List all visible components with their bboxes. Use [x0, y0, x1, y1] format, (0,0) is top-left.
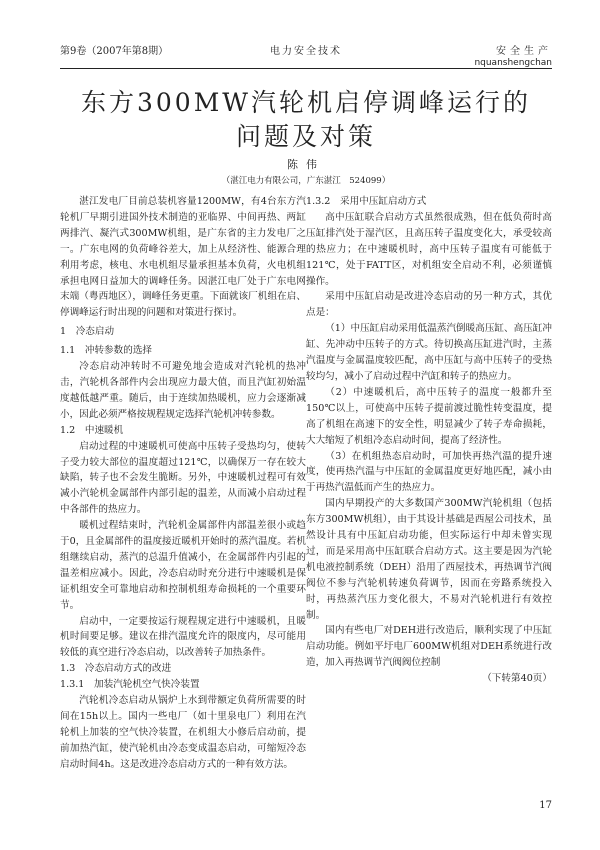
subsection-heading-1-3-2: 1.3.2 采用中压缸启动方式 [306, 196, 427, 207]
column-right [306, 194, 552, 687]
paragraph-1-3-1: 汽轮机冷态启动从锅炉上水到带额定负荷所需要的时间在15h以上。国内一些电厂（如十里泉电厂）利用在汽轮机上加装的空气快冷装置，在机组大小修后启动前，提前加热汽缸，使汽轮机由冷态变成温态启动，可缩短冷态启动时间4h。这是改进冷态启动方式的一种有效方法。 [60, 695, 306, 770]
paragraph-1-3-2a: 高中压缸联合启动方式虽然很成熟，但在低负荷时高压缸排汽处于湿汽区，且高压转子温度变化大，承受较高的热应力；在中速暖机时，高中压转子温度有可能低于121℃，处于FATT区，对机组安全启动不利，必须谨慎操作。 [306, 211, 552, 287]
continued-note: （下转第40页） [482, 673, 552, 685]
section-heading-1: 1 冷态启动 [60, 326, 115, 338]
paragraph-1-2a: 启动过程的中速暖机可使高中压转子受热均匀，使转子受力较大部位的温度超过121℃，以确保万一存在较大缺陷，转子也不会发生脆断。另外，中速暖机过程可有效减小汽轮机金属部件内部引起的温差，从而减小启动过程中各部件的热应力。 [60, 440, 306, 516]
title-line-2: 问题及对策 [235, 122, 376, 151]
list-item-1: （1）中压缸启动采用低温蒸汽倒暖高压缸、高压缸冲缸、先冲动中压转子的方式。待切换高压缸进汽时，主蒸汽温度与金属温度较匹配，高中压缸与高中压转子的受热较均匀，减小了启动过程中汽缸和转子的热应力。 [306, 323, 552, 382]
journal-volume: 第9卷（2007年第8期） [60, 46, 169, 57]
journal-name: 电力安全技术 [270, 46, 342, 57]
affiliation: （湛江电力有限公司，广东湛江 524099） [221, 176, 391, 186]
column-left [60, 194, 306, 773]
page-number: 17 [539, 800, 552, 811]
paragraph-1-1: 冷态启动冲转时不可避免地会造成对汽轮机的热冲击，汽轮机各部件内会出现应力最大值，而且汽缸初始温度越低越严重。随后，由于连续加热暖机，应力会逐渐减小，因此必须严格按规程规定选择汽轮机冲转参数。 [60, 361, 306, 420]
subsection-heading-1-2: 1.2 中速暖机 [60, 424, 124, 436]
paragraph-deh: 国内早期投产的大多数国产300MW汽轮机组（包括东方300MW机组），由于其设计基础是西屋公司技术，虽然设计具有中压缸启动功能，但实际运行中却未曾实现过，而是采用高中压缸联合启动方式。这主要是因为汽轮机电液控制系统（DEH）沿用了西屋技术，再热调节汽阀阀位不参与汽轮机转速负荷调节，因而在旁路系统投入时，再热蒸汽压力变化很大，不易对汽轮机进行有效控制。 [306, 498, 552, 621]
subsection-heading-1-3: 1.3 冷态启动方式的改进 [60, 663, 172, 675]
paragraph-1-2b: 暖机过程结束时，汽轮机金属部件内部温差很小或趋于0，且金属部件的温度接近暖机开始时的蒸汽温度。若机组继续启动，蒸汽的总温升值减小，在金属部件内引起的温差相应减小。因此，冷态启动时充分进行中速暖机是保证机组安全可靠地启动和控制机组寿命损耗的一个重要环节。 [60, 520, 306, 611]
subsection-heading-1-1: 1.1 冲转参数的选择 [60, 345, 153, 357]
author: 陈伟 [287, 158, 325, 171]
paragraph-deh-2: 国内有些电厂对DEH进行改造后，顺利实现了中压缸启动功能。例如平圩电厂600MW机组对DEH系统进行改造，加入再热调节汽阀阀位控制 [306, 625, 552, 669]
title-line-1: 东方300MW汽轮机启停调峰运行的 [80, 88, 531, 117]
column-name: 安全生产 [496, 46, 552, 57]
list-item-3: （3）在机组热态启动时，可加快再热汽温的提升速度，使再热汽温与中压缸的金属温度更好地匹配，减小由于再热汽温低而产生的热应力。 [306, 450, 552, 494]
running-header [60, 38, 552, 72]
article-title [60, 86, 552, 154]
list-item-2: （2）中速暖机后，高中压转子的温度一般都升至150℃以上，可使高中压转子提前渡过脆性转变温度，提高了机组在高速下的安全性，明显减少了转子寿命损耗，大大缩短了机组冷态启动时间，提高了经济性。 [306, 386, 552, 446]
intro-paragraph: 湛江发电厂目前总装机容量1200MW，有4台东方汽轮机厂早期引进国外技术制造的亚临界、中间再热、两缸两排汽、凝汽式300MW机组，是广东省的主力发电厂之一。广东电网的负荷峰谷差大，加上从经济性、能源合理利用考虑，核电、水电机组尽量承担基本负荷，火电机组承担电网日益加大的调峰任务。因湛江电厂处于广东电网末端（粤西地区），调峰任务更重。下面就该厂机组在启、停调峰运行时出现的问题和对策进行探讨。 [60, 196, 306, 319]
column-pinyin: nquanshengchan [474, 58, 552, 68]
header-divider [60, 68, 552, 69]
paragraph-1-2c: 启动中，一定要按运行规程规定进行中速暖机，且暖机时间要足够。建议在排汽温度允许的限度内，尽可能用较低的真空进行冷态启动，以改善转子加热条件。 [60, 615, 306, 659]
subsection-heading-1-3-1: 1.3.1 加装汽轮机空气快冷装置 [60, 679, 200, 691]
paragraph-1-3-2b: 采用中压缸启动是改进冷态启动的另一种方式，其优点是： [306, 291, 552, 319]
